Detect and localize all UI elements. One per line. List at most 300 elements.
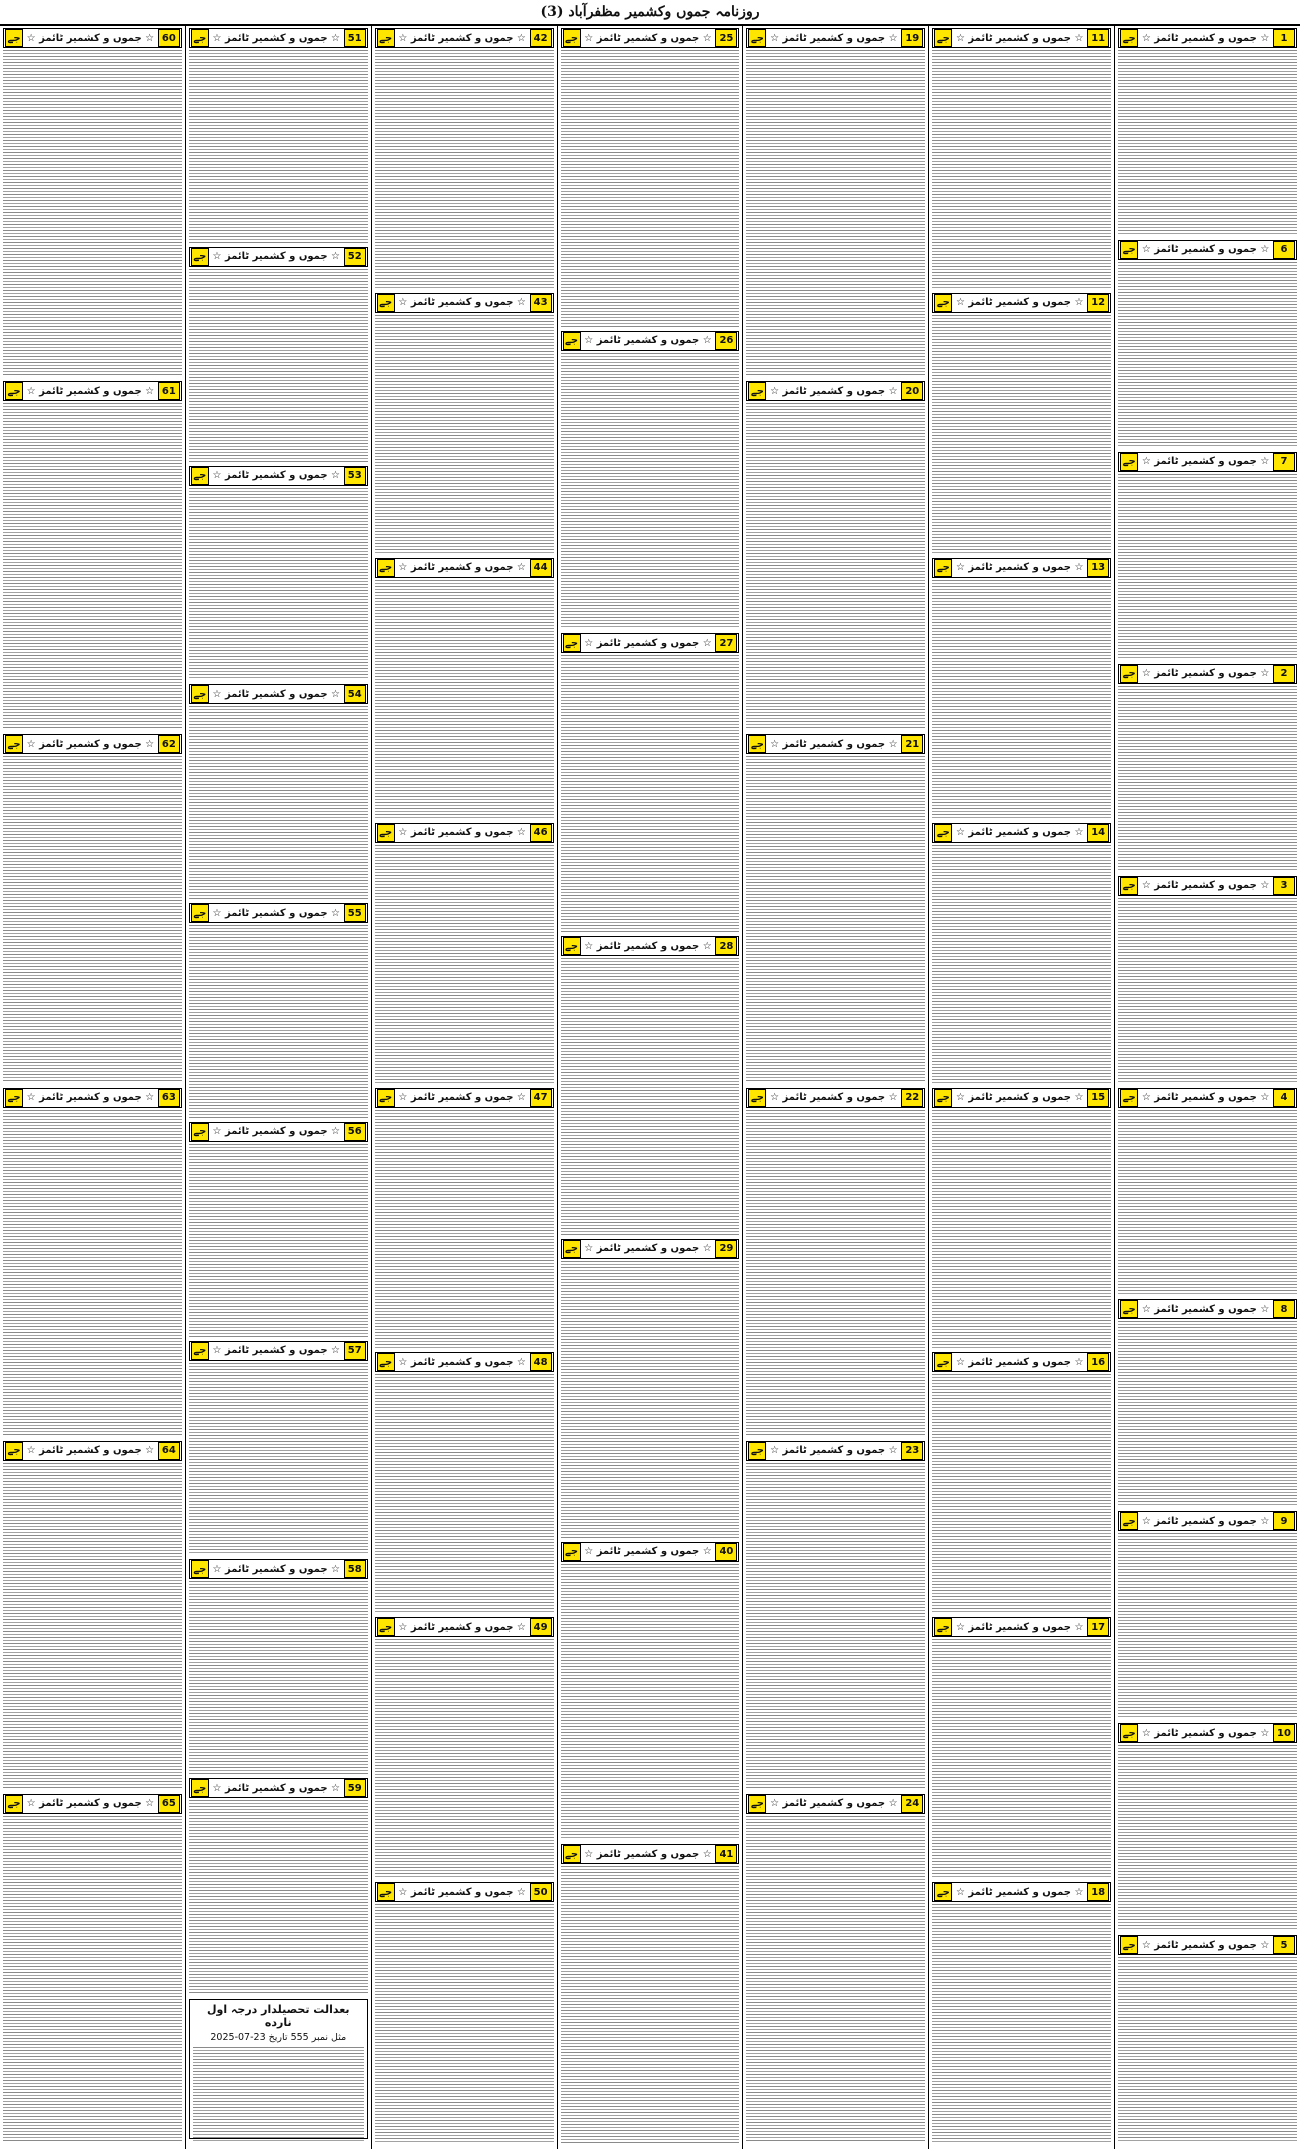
notice-section	[561, 1542, 740, 1841]
section-number: 43	[530, 294, 552, 312]
paper-logo-icon: جے	[934, 824, 952, 842]
notice-body-text	[3, 1110, 182, 1437]
section-title: ☆ جموں و کشمیر ٹائمز ☆	[1141, 1939, 1270, 1951]
paper-logo-icon: جے	[377, 294, 395, 312]
notice-section	[746, 28, 925, 377]
section-title: ☆ جموں و کشمیر ٹائمز ☆	[398, 1886, 526, 1898]
section-header	[189, 466, 368, 486]
section-title: ☆ جموں و کشمیر ٹائمز ☆	[212, 1126, 340, 1138]
section-number: 8	[1273, 1300, 1295, 1318]
notice-section	[189, 247, 368, 462]
section-number: 10	[1273, 1724, 1295, 1742]
section-number: 65	[158, 1795, 180, 1813]
notice-section	[561, 1239, 740, 1538]
notice-section	[932, 293, 1111, 554]
section-number: 56	[344, 1123, 366, 1141]
notice-body-text	[375, 315, 554, 554]
section-title: ☆ جموں و کشمیر ٹائمز ☆	[26, 385, 155, 397]
section-title: ☆ جموں و کشمیر ٹائمز ☆	[584, 1848, 712, 1860]
section-number: 6	[1273, 241, 1295, 259]
section-header	[375, 28, 554, 48]
paper-logo-icon: جے	[1120, 1089, 1138, 1107]
section-title: ☆ جموں و کشمیر ٹائمز ☆	[26, 1445, 155, 1457]
court-notice-title: بعدالت تحصیلدار درجہ اول نارده	[206, 2003, 350, 2029]
column	[0, 26, 185, 2149]
paper-logo-icon: جے	[563, 1240, 581, 1258]
notice-section	[932, 558, 1111, 819]
section-title: ☆ جموں و کشمیر ٹائمز ☆	[1141, 668, 1270, 680]
notice-section	[375, 1088, 554, 1349]
notice-body-text	[375, 1639, 554, 1878]
section-title: ☆ جموں و کشمیر ٹائمز ☆	[770, 32, 898, 44]
notice-body-text	[746, 403, 925, 730]
notice-body-text	[561, 655, 740, 932]
paper-logo-icon: جے	[5, 735, 23, 753]
column	[928, 26, 1114, 2149]
section-header	[561, 633, 740, 653]
section-number: 49	[530, 1618, 552, 1636]
columns	[0, 26, 1300, 2149]
notice-body-text	[1118, 1533, 1297, 1719]
section-header	[189, 28, 368, 48]
section-title: ☆ جموں و کشمیر ٹائمز ☆	[212, 1563, 340, 1575]
section-number: 48	[530, 1353, 552, 1371]
section-title: ☆ جموں و کشمیر ٹائمز ☆	[584, 637, 712, 649]
section-header	[746, 28, 925, 48]
section-title: ☆ جموں و کشمیر ٹائمز ☆	[1141, 1727, 1270, 1739]
section-header	[3, 1441, 182, 1461]
notice-section	[932, 1352, 1111, 1613]
section-number: 20	[901, 382, 923, 400]
notice-section	[3, 1088, 182, 1437]
section-number: 40	[715, 1543, 737, 1561]
notice-body-text	[375, 1110, 554, 1349]
section-header	[189, 1341, 368, 1361]
notice-section	[189, 1778, 368, 1993]
notice-body-text	[3, 403, 182, 730]
notice-section	[1118, 1511, 1297, 1719]
section-number: 44	[530, 559, 552, 577]
section-title: ☆ جموں و کشمیر ٹائمز ☆	[1141, 880, 1270, 892]
paper-logo-icon: جے	[563, 1845, 581, 1863]
notice-body-text	[3, 756, 182, 1083]
court-notice-meta: مثل نمبر 555 تاریخ 23-07-2025	[210, 2032, 347, 2043]
paper-logo-icon: جے	[377, 824, 395, 842]
notice-body-text	[1118, 1321, 1297, 1507]
section-header	[1118, 876, 1297, 896]
paper-logo-icon: جے	[1120, 1300, 1138, 1318]
section-number: 7	[1273, 453, 1295, 471]
notice-body-text	[1118, 1957, 1297, 2143]
paper-logo-icon: جے	[563, 332, 581, 350]
section-title: ☆ جموں و کشمیر ٹائمز ☆	[584, 32, 712, 44]
section-number: 61	[158, 382, 180, 400]
section-title: ☆ جموں و کشمیر ٹائمز ☆	[398, 1092, 526, 1103]
notice-section	[375, 823, 554, 1084]
paper-logo-icon: جے	[1120, 877, 1138, 895]
section-number: 18	[1087, 1883, 1109, 1901]
notice-body-text	[561, 353, 740, 630]
paper-logo-icon: جے	[934, 294, 952, 312]
column	[371, 26, 557, 2149]
column	[1114, 26, 1300, 2149]
notice-section	[932, 28, 1111, 289]
notice-body-text	[189, 1581, 368, 1774]
section-header	[561, 1844, 740, 1864]
section-header	[375, 558, 554, 578]
notice-section	[189, 1341, 368, 1556]
paper-logo-icon: جے	[748, 1442, 766, 1460]
masthead	[0, 0, 1300, 26]
section-header	[1118, 1088, 1297, 1108]
section-number: 41	[715, 1845, 737, 1863]
notice-body-text	[932, 1639, 1111, 1878]
paper-logo-icon: جے	[5, 1089, 23, 1107]
paper-logo-icon: جے	[5, 1795, 23, 1813]
paper-logo-icon: جے	[191, 248, 209, 266]
notice-body-text	[375, 1374, 554, 1613]
notice-body-text	[189, 1800, 368, 1993]
section-header	[746, 1088, 925, 1108]
section-number: 1	[1273, 29, 1295, 47]
paper-logo-icon: جے	[1120, 1936, 1138, 1954]
paper-logo-icon: جے	[191, 1779, 209, 1797]
notice-body-text	[561, 958, 740, 1235]
notice-section	[375, 1617, 554, 1878]
column	[557, 26, 743, 2149]
section-title: ☆ جموں و کشمیر ٹائمز ☆	[26, 32, 155, 44]
section-header	[1118, 1511, 1297, 1531]
section-header	[189, 247, 368, 267]
notice-body-text	[189, 50, 368, 243]
notice-section	[1118, 664, 1297, 872]
section-header	[932, 1617, 1111, 1637]
section-header	[746, 381, 925, 401]
section-header	[561, 28, 740, 48]
section-number: 23	[901, 1442, 923, 1460]
notice-section	[189, 28, 368, 243]
section-header	[375, 1088, 554, 1108]
section-title: ☆ جموں و کشمیر ٹائمز ☆	[26, 1092, 155, 1103]
paper-logo-icon: جے	[5, 29, 23, 47]
section-number: 17	[1087, 1618, 1109, 1636]
notice-body-text	[1118, 898, 1297, 1084]
paper-logo-icon: جے	[377, 1883, 395, 1901]
section-number: 21	[901, 735, 923, 753]
section-header	[1118, 1299, 1297, 1319]
notice-body-text	[932, 845, 1111, 1084]
section-title: ☆ جموں و کشمیر ٹائمز ☆	[1141, 456, 1270, 468]
section-header	[561, 331, 740, 351]
notice-body-text	[932, 50, 1111, 289]
section-title: ☆ جموں و کشمیر ٹائمز ☆	[584, 940, 712, 952]
section-number: 13	[1087, 559, 1109, 577]
notice-body-text	[375, 845, 554, 1084]
section-title: ☆ جموں و کشمیر ٹائمز ☆	[955, 1356, 1084, 1368]
notice-body-text	[746, 1816, 925, 2143]
paper-logo-icon: جے	[377, 1089, 395, 1107]
court-notice-box	[189, 1999, 368, 2139]
section-title: ☆ جموں و کشمیر ٹائمز ☆	[398, 827, 526, 839]
section-title: ☆ جموں و کشمیر ٹائمز ☆	[398, 562, 526, 574]
column	[742, 26, 928, 2149]
section-header	[3, 381, 182, 401]
section-header	[932, 823, 1111, 843]
section-title: ☆ جموں و کشمیر ٹائمز ☆	[955, 562, 1084, 574]
notice-body-text	[189, 706, 368, 899]
section-number: 3	[1273, 877, 1295, 895]
notice-section	[3, 381, 182, 730]
section-title: ☆ جموں و کشمیر ٹائمز ☆	[584, 1546, 712, 1558]
notice-section	[932, 823, 1111, 1084]
section-title: ☆ جموں و کشمیر ٹائمز ☆	[955, 1621, 1084, 1633]
notice-body-text	[932, 315, 1111, 554]
section-title: ☆ جموں و کشمیر ٹائمز ☆	[212, 907, 340, 919]
notice-section	[3, 1441, 182, 1790]
notice-section	[1118, 876, 1297, 1084]
notice-body-text	[932, 1374, 1111, 1613]
notice-body-text	[189, 1144, 368, 1337]
paper-logo-icon: جے	[1120, 453, 1138, 471]
section-header	[932, 558, 1111, 578]
notice-section	[746, 734, 925, 1083]
section-header	[1118, 452, 1297, 472]
section-number: 58	[344, 1560, 366, 1578]
section-header	[746, 1794, 925, 1814]
notice-section	[189, 684, 368, 899]
notice-section	[1118, 1299, 1297, 1507]
section-number: 62	[158, 735, 180, 753]
section-number: 16	[1087, 1353, 1109, 1371]
section-title: ☆ جموں و کشمیر ٹائمز ☆	[770, 385, 898, 397]
notice-body-text	[932, 580, 1111, 819]
section-title: ☆ جموں و کشمیر ٹائمز ☆	[1141, 1303, 1270, 1315]
notice-body-text	[746, 1463, 925, 1790]
notice-section	[3, 28, 182, 377]
section-number: 59	[344, 1779, 366, 1797]
section-title: ☆ جموں و کشمیر ٹائمز ☆	[770, 738, 898, 750]
section-title: ☆ جموں و کشمیر ٹائمز ☆	[1141, 32, 1270, 44]
notice-section	[189, 1122, 368, 1337]
section-number: 42	[530, 29, 552, 47]
section-number: 28	[715, 937, 737, 955]
section-header	[1118, 1935, 1297, 1955]
paper-logo-icon: جے	[5, 1442, 23, 1460]
notice-body-text	[1118, 474, 1297, 660]
notice-body-text	[932, 1904, 1111, 2143]
section-header	[932, 1882, 1111, 1902]
section-number: 22	[901, 1089, 923, 1107]
paper-logo-icon: جے	[5, 382, 23, 400]
section-header	[3, 1794, 182, 1814]
notice-section	[746, 1088, 925, 1437]
paper-logo-icon: جے	[934, 1353, 952, 1371]
section-number: 27	[715, 634, 737, 652]
notice-body-text	[746, 756, 925, 1083]
notice-body-text	[561, 1261, 740, 1538]
section-number: 26	[715, 332, 737, 350]
section-title: ☆ جموں و کشمیر ٹائمز ☆	[398, 32, 526, 44]
masthead-title: روزنامہ جموں وکشمیر مظفرآباد (3)	[540, 4, 760, 20]
section-title: ☆ جموں و کشمیر ٹائمز ☆	[212, 470, 340, 482]
section-header	[375, 823, 554, 843]
section-header	[1118, 664, 1297, 684]
section-header	[1118, 1723, 1297, 1743]
notice-section	[375, 558, 554, 819]
section-number: 24	[901, 1795, 923, 1813]
section-title: ☆ جموں و کشمیر ٹائمز ☆	[26, 1798, 155, 1810]
notice-body-text	[189, 488, 368, 681]
section-header	[746, 734, 925, 754]
paper-logo-icon: جے	[563, 1543, 581, 1561]
notice-section	[3, 734, 182, 1083]
section-header	[3, 734, 182, 754]
section-number: 53	[344, 467, 366, 485]
section-number: 9	[1273, 1512, 1295, 1530]
notice-section	[746, 1794, 925, 2143]
section-header	[189, 1122, 368, 1142]
paper-logo-icon: جے	[191, 685, 209, 703]
section-header	[561, 1542, 740, 1562]
section-number: 15	[1087, 1089, 1109, 1107]
section-header	[189, 684, 368, 704]
notice-body-text	[189, 925, 368, 1118]
paper-logo-icon: جے	[1120, 1724, 1138, 1742]
paper-logo-icon: جے	[934, 1883, 952, 1901]
paper-logo-icon: جے	[934, 29, 952, 47]
notice-body-text	[1118, 1745, 1297, 1931]
notice-body-text	[375, 1904, 554, 2143]
section-title: ☆ جموں و کشمیر ٹائمز ☆	[1141, 1092, 1270, 1103]
notice-body-text	[1118, 50, 1297, 236]
paper-logo-icon: جے	[748, 382, 766, 400]
section-number: 2	[1273, 665, 1295, 683]
section-header	[189, 1778, 368, 1798]
notice-body-text	[375, 580, 554, 819]
section-header	[375, 1617, 554, 1637]
paper-logo-icon: جے	[191, 904, 209, 922]
section-title: ☆ جموں و کشمیر ٹائمز ☆	[212, 1782, 340, 1794]
notice-section	[3, 1794, 182, 2143]
paper-logo-icon: جے	[563, 937, 581, 955]
section-title: ☆ جموں و کشمیر ٹائمز ☆	[955, 1886, 1084, 1898]
section-number: 57	[344, 1342, 366, 1360]
section-number: 5	[1273, 1936, 1295, 1954]
notice-section	[1118, 1088, 1297, 1296]
paper-logo-icon: جے	[1120, 1512, 1138, 1530]
section-number: 50	[530, 1883, 552, 1901]
section-header	[561, 1239, 740, 1259]
section-header	[1118, 28, 1297, 48]
notice-body-text	[3, 1816, 182, 2143]
section-number: 51	[344, 29, 366, 47]
section-number: 11	[1087, 29, 1109, 47]
notice-section	[746, 1441, 925, 1790]
notice-section	[189, 903, 368, 1118]
paper-logo-icon: جے	[191, 1560, 209, 1578]
notice-section	[561, 1844, 740, 2143]
notice-section	[932, 1882, 1111, 2143]
paper-logo-icon: جے	[748, 1089, 766, 1107]
notice-section	[1118, 452, 1297, 660]
notice-section	[1118, 1935, 1297, 2143]
notice-body-text	[375, 50, 554, 289]
notice-section	[932, 1617, 1111, 1878]
paper-logo-icon: جے	[934, 1618, 952, 1636]
notice-section	[375, 1352, 554, 1613]
section-title: ☆ جموں و کشمیر ٹائمز ☆	[398, 297, 526, 309]
paper-logo-icon: جے	[377, 559, 395, 577]
section-title: ☆ جموں و کشمیر ٹائمز ☆	[770, 1445, 898, 1457]
section-title: ☆ جموں و کشمیر ٹائمز ☆	[212, 1345, 340, 1357]
notice-section	[189, 1559, 368, 1774]
notice-section	[561, 28, 740, 327]
section-header	[932, 1088, 1111, 1108]
section-number: 29	[715, 1240, 737, 1258]
section-title: ☆ جموں و کشمیر ٹائمز ☆	[1141, 1515, 1270, 1527]
section-title: ☆ جموں و کشمیر ٹائمز ☆	[770, 1092, 898, 1103]
paper-logo-icon: جے	[934, 559, 952, 577]
paper-logo-icon: جے	[748, 1795, 766, 1813]
notice-section	[1118, 28, 1297, 236]
section-number: 54	[344, 685, 366, 703]
notice-section	[746, 381, 925, 730]
notice-section	[932, 1088, 1111, 1349]
notice-section	[1118, 1723, 1297, 1931]
paper-logo-icon: جے	[377, 1618, 395, 1636]
section-number: 14	[1087, 824, 1109, 842]
section-title: ☆ جموں و کشمیر ٹائمز ☆	[955, 1092, 1084, 1103]
notice-section	[1118, 240, 1297, 448]
section-header	[189, 903, 368, 923]
section-title: ☆ جموں و کشمیر ٹائمز ☆	[955, 297, 1084, 309]
notice-section	[561, 936, 740, 1235]
section-header	[932, 1352, 1111, 1372]
paper-logo-icon: جے	[1120, 241, 1138, 259]
notice-body-text	[561, 1564, 740, 1841]
paper-logo-icon: جے	[748, 29, 766, 47]
section-header	[375, 1882, 554, 1902]
section-title: ☆ جموں و کشمیر ٹائمز ☆	[26, 738, 155, 750]
section-header	[189, 1559, 368, 1579]
notice-body-text	[1118, 262, 1297, 448]
paper-logo-icon: جے	[377, 29, 395, 47]
section-title: ☆ جموں و کشمیر ٹائمز ☆	[398, 1621, 526, 1633]
paper-logo-icon: جے	[1120, 29, 1138, 47]
section-header	[746, 1441, 925, 1461]
notice-body-text	[561, 50, 740, 327]
paper-logo-icon: جے	[191, 29, 209, 47]
notice-section	[561, 633, 740, 932]
section-header	[932, 28, 1111, 48]
notice-body-text	[189, 269, 368, 462]
section-header	[561, 936, 740, 956]
notice-section	[561, 331, 740, 630]
paper-logo-icon: جے	[1120, 665, 1138, 683]
section-header	[1118, 240, 1297, 260]
section-title: ☆ جموں و کشمیر ٹائمز ☆	[770, 1798, 898, 1810]
section-number: 46	[530, 824, 552, 842]
paper-logo-icon: جے	[563, 634, 581, 652]
notice-body-text	[746, 1110, 925, 1437]
paper-logo-icon: جے	[191, 1342, 209, 1360]
section-title: ☆ جموں و کشمیر ٹائمز ☆	[212, 32, 340, 44]
notice-body-text	[1118, 1110, 1297, 1296]
notice-body-text	[561, 1866, 740, 2143]
notice-section	[375, 293, 554, 554]
section-title: ☆ جموں و کشمیر ٹائمز ☆	[212, 251, 340, 263]
notice-section	[375, 1882, 554, 2143]
